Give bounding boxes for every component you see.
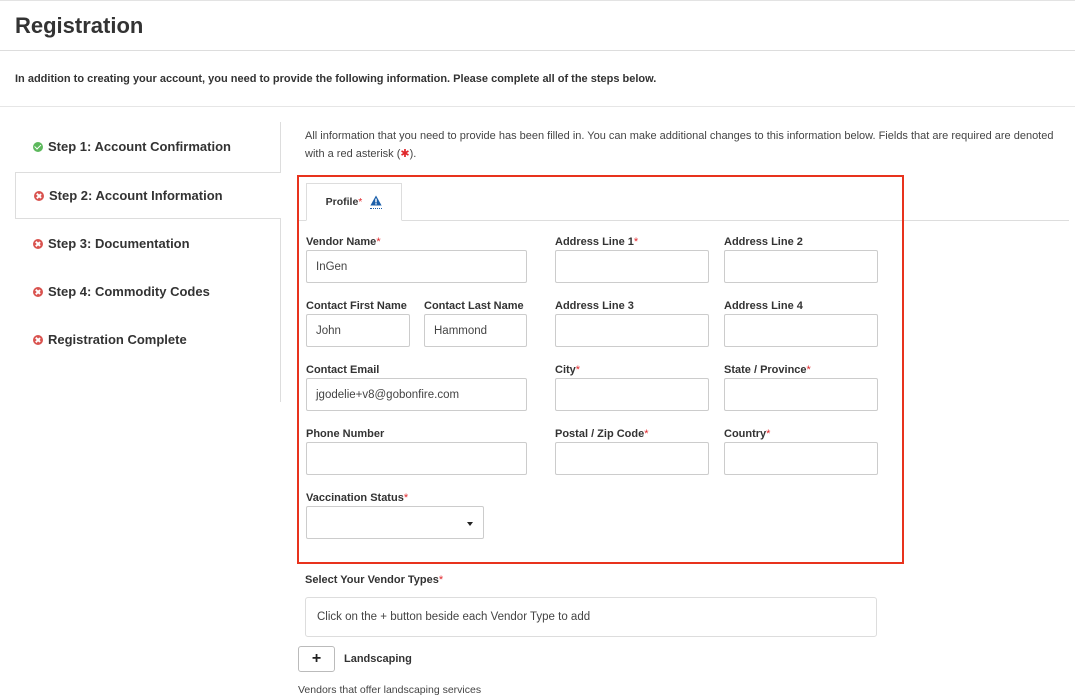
phone-number-input[interactable] [306, 442, 527, 475]
step-account-confirmation[interactable] [15, 123, 281, 170]
address-line-4-label: Address Line 4 [724, 300, 803, 312]
address-line-4-input[interactable] [724, 314, 878, 347]
top-border [0, 0, 1075, 1]
step-label: Step 4: Commodity Codes [48, 284, 210, 299]
steps-sidebar [15, 122, 281, 402]
country-input[interactable] [724, 442, 878, 475]
vendor-type-landscaping-label: Landscaping [344, 653, 412, 665]
vaccination-status-label: Vaccination Status* [306, 492, 409, 504]
phone-number-label: Phone Number [306, 428, 385, 440]
step-label: Step 3: Documentation [48, 236, 190, 251]
x-circle-icon [33, 335, 43, 345]
address-line-2-input[interactable] [724, 250, 878, 283]
x-circle-icon [34, 191, 44, 201]
intro-divider [0, 106, 1075, 107]
required-asterisk-icon: ✱ [400, 148, 410, 160]
contact-last-name-label: Contact Last Name [424, 300, 524, 312]
check-circle-icon [33, 142, 43, 152]
state-province-input[interactable] [724, 378, 878, 411]
tab-profile-label: Profile [325, 196, 359, 208]
contact-first-name-input[interactable]: John [306, 314, 410, 347]
title-divider [0, 50, 1075, 51]
postal-code-label: Postal / Zip Code* [555, 428, 649, 440]
contact-first-name-label: Contact First Name [306, 300, 407, 312]
address-line-1-label: Address Line 1* [555, 236, 639, 248]
add-vendor-type-button[interactable]: + [298, 646, 335, 672]
info-text-part2: ). [409, 148, 417, 160]
postal-code-input[interactable] [555, 442, 709, 475]
step-label: Step 2: Account Information [49, 188, 223, 203]
address-line-3-label: Address Line 3 [555, 300, 634, 312]
country-label: Country* [724, 428, 771, 440]
step-commodity-codes[interactable] [15, 268, 281, 315]
step-account-information[interactable] [15, 172, 281, 219]
vaccination-status-select[interactable] [306, 506, 484, 539]
step-label: Registration Complete [48, 332, 187, 347]
contact-last-name-input[interactable]: Hammond [424, 314, 527, 347]
info-text [305, 127, 1055, 163]
page-title: Registration [15, 13, 144, 38]
address-line-1-input[interactable] [555, 250, 709, 283]
vendor-type-description: Vendors that offer landscaping services [298, 684, 482, 696]
address-line-3-input[interactable] [555, 314, 709, 347]
city-label: City* [555, 364, 581, 376]
x-circle-icon [33, 239, 43, 249]
x-circle-icon [33, 287, 43, 297]
city-input[interactable] [555, 378, 709, 411]
vendor-name-label: Vendor Name* [306, 236, 381, 248]
state-province-label: State / Province* [724, 364, 811, 376]
intro-text: In addition to creating your account, you need to provide the following information. Please complete all of the steps below. [15, 73, 657, 85]
step-registration-complete[interactable] [15, 316, 281, 363]
vendor-types-box[interactable]: Click on the + button beside each Vendor Type to add [305, 597, 877, 637]
contact-email-input[interactable]: jgodelie+v8@gobonfire.com [306, 378, 527, 411]
contact-email-label: Contact Email [306, 364, 380, 376]
address-line-2-label: Address Line 2 [724, 236, 803, 248]
vendor-types-label: Select Your Vendor Types* [305, 574, 444, 586]
caret-down-icon [467, 522, 473, 526]
step-label: Step 1: Account Confirmation [48, 139, 231, 154]
info-text-part1: All information that you need to provide has been filled in. You can make additional changes to this information below. Fields that are required are denoted with a red asterisk ( [305, 130, 1054, 160]
vendor-name-input[interactable]: InGen [306, 250, 527, 283]
required-mark: * [358, 196, 363, 208]
step-documentation[interactable] [15, 220, 281, 267]
